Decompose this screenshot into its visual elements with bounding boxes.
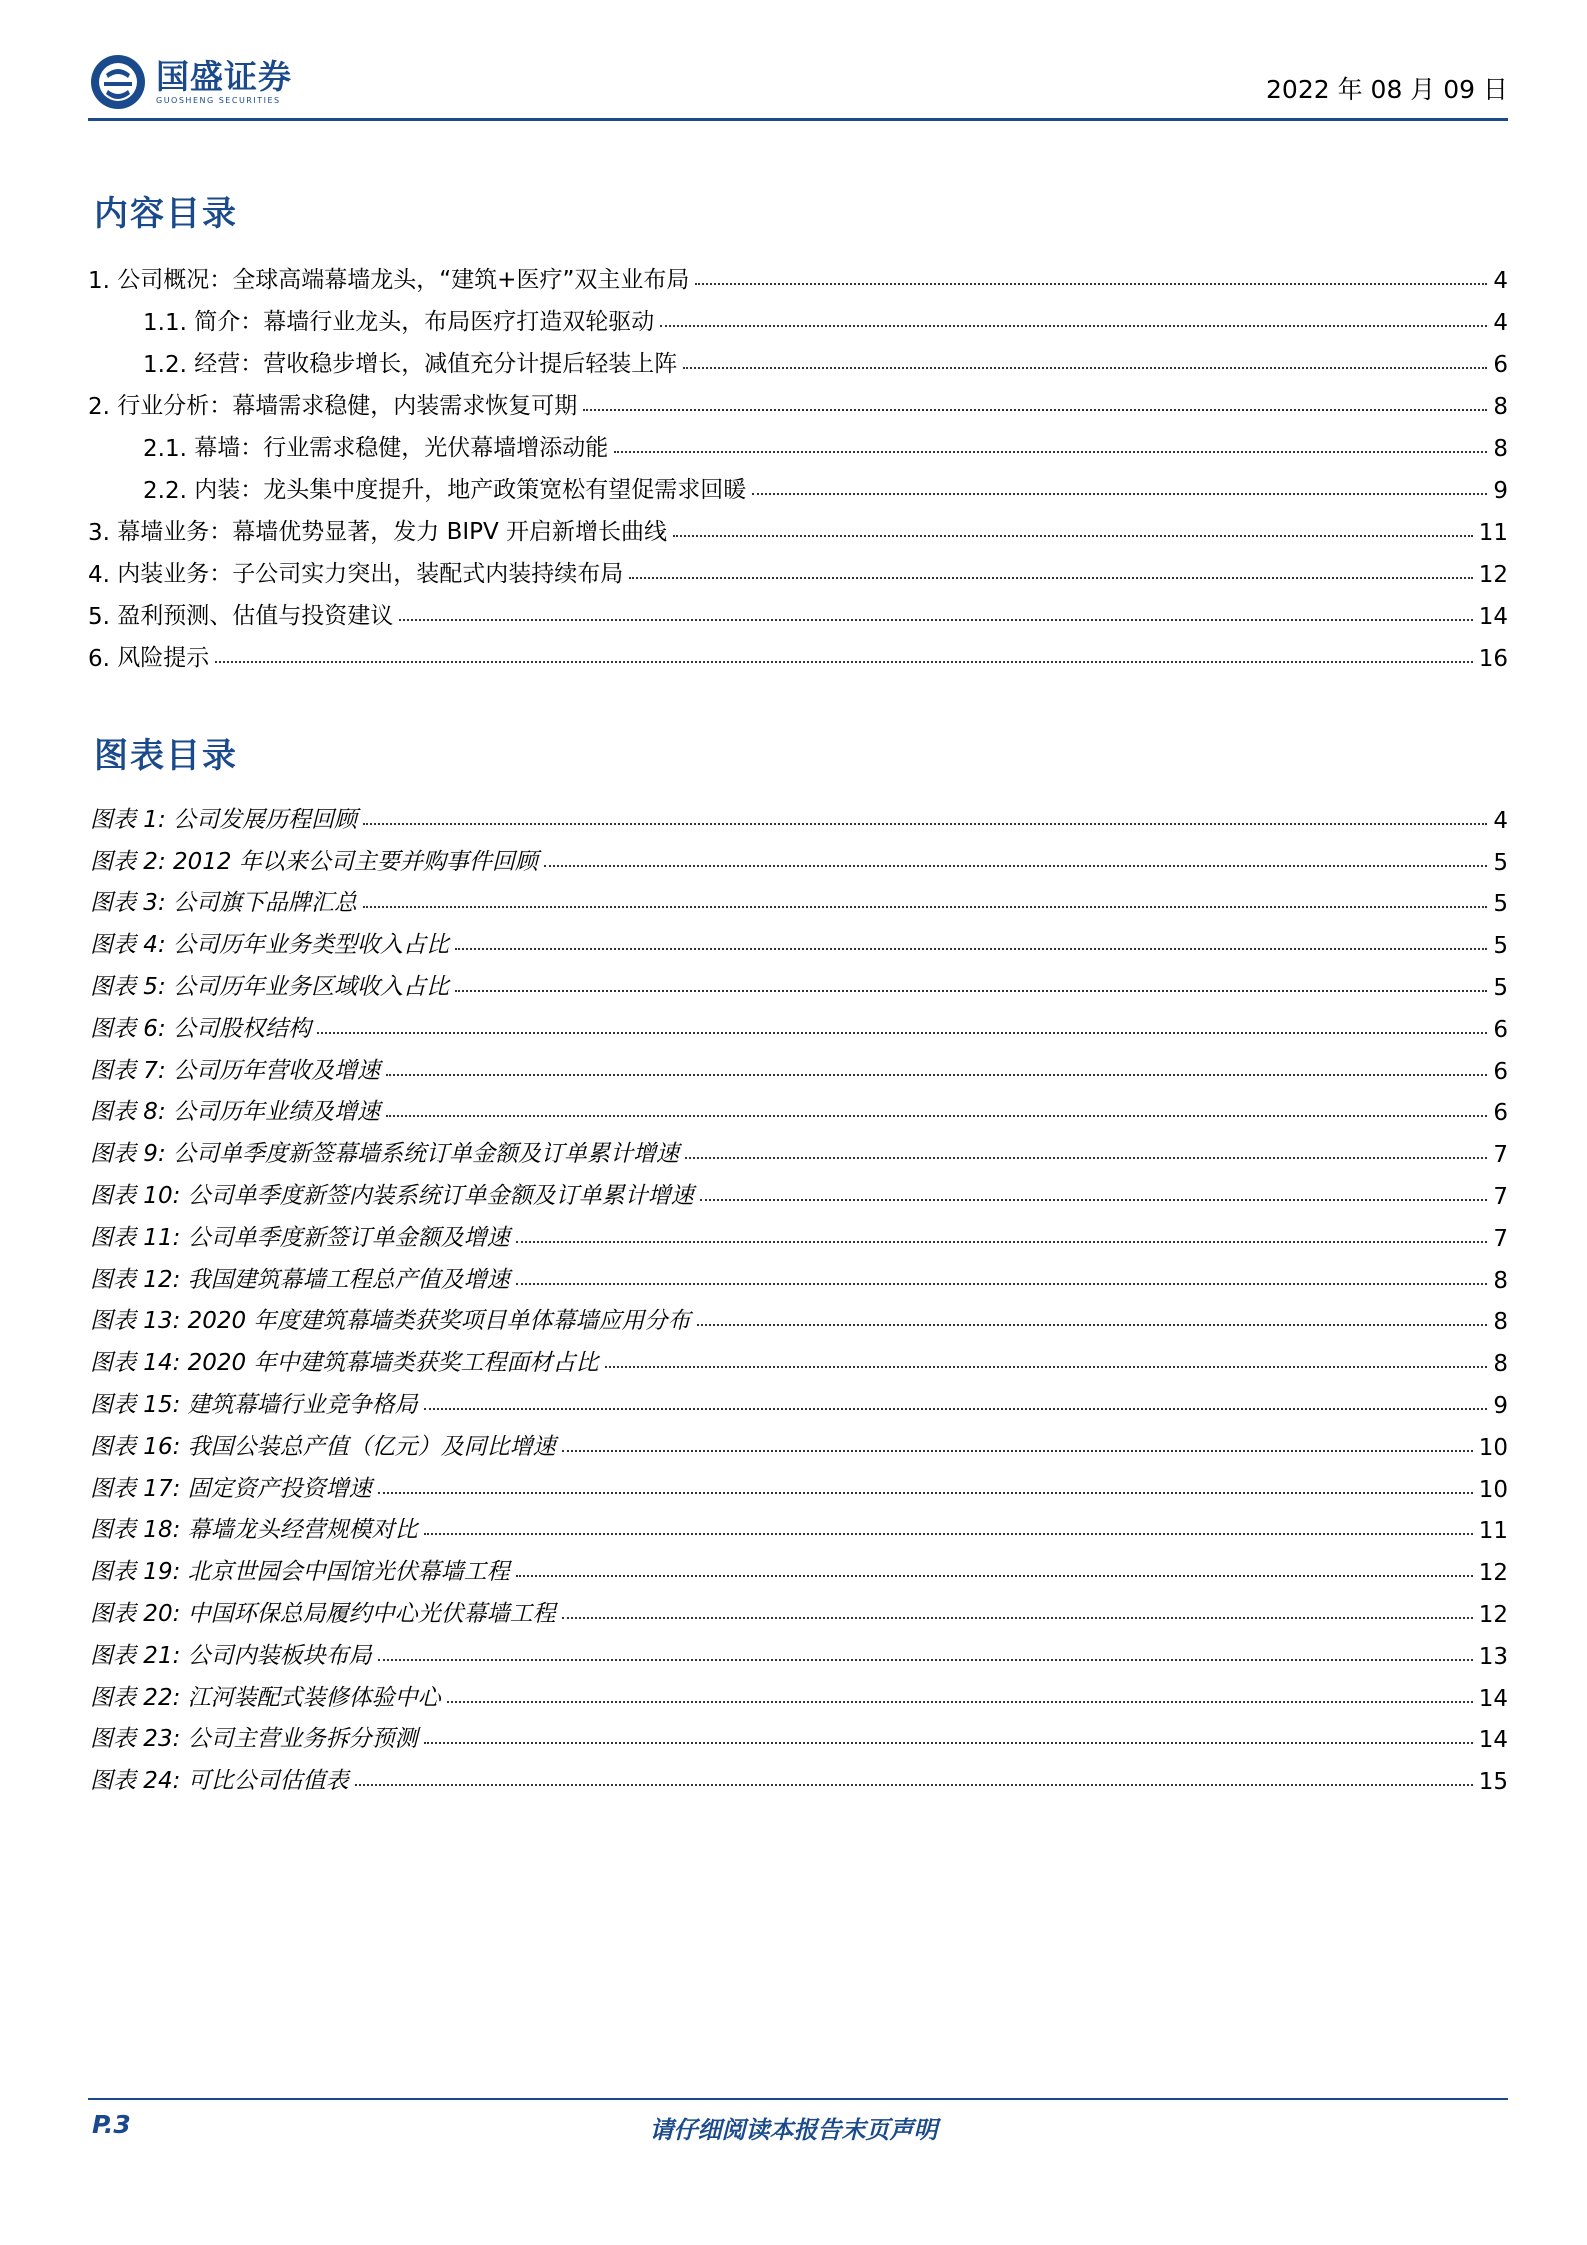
figure-text: 公司股权结构 (173, 1015, 312, 1042)
figure-page: 13 (1478, 1643, 1508, 1670)
figure-text: 公司单季度新签内装系统订单金额及订单累计增速 (187, 1182, 694, 1209)
figure-item[interactable] (90, 1001, 1508, 1043)
figure-text: 公司主营业务拆分预测 (187, 1726, 418, 1753)
toc-item-label: 幕墙：行业需求稳健，光伏幕墙增添动能 (194, 435, 609, 461)
figure-text: 中国环保总局履约中心光伏幕墙工程 (187, 1600, 556, 1627)
dot-leader (317, 1032, 1487, 1034)
figure-item[interactable] (90, 834, 1508, 876)
toc-item-label: 风险提示 (117, 645, 210, 671)
figure-text: 我国建筑幕墙工程总产值及增速 (187, 1266, 510, 1293)
figure-text: 公司单季度新签订单金额及增速 (187, 1224, 510, 1251)
toc-item-label: 幕墙业务：幕墙优势显著，发力 BIPV 开启新增长曲线 (117, 519, 668, 545)
dot-leader (424, 1408, 1488, 1410)
figure-label: 图表 5: (90, 973, 166, 1000)
figure-item[interactable] (90, 1503, 1508, 1545)
dot-leader (544, 865, 1487, 867)
figure-label: 图表 6: (90, 1015, 166, 1042)
dot-leader (215, 661, 1472, 663)
figure-item[interactable] (90, 876, 1508, 918)
figure-label: 图表 4: (90, 932, 166, 959)
figure-text: 公司旗下品牌汇总 (173, 890, 358, 917)
figure-page: 8 (1493, 1267, 1508, 1294)
dot-leader (378, 1492, 1473, 1494)
figure-page: 5 (1493, 891, 1508, 918)
company-logo (88, 52, 292, 112)
figure-label: 图表 21: (90, 1642, 181, 1669)
figure-page: 7 (1493, 1142, 1508, 1169)
toc-item-number: 6. (88, 646, 110, 672)
figure-label: 图表 24: (90, 1768, 181, 1795)
dot-leader (695, 283, 1487, 285)
figure-text: 江河装配式装修体验中心 (187, 1684, 441, 1711)
report-date: 2022 年 08 月 09 日 (1266, 75, 1508, 104)
toc-item-label: 内装：龙头集中度提升，地产政策宽松有望促需求回暖 (194, 477, 747, 503)
toc-title: 内容目录 (94, 194, 238, 234)
toc-item-page: 8 (1493, 394, 1508, 420)
toc-item[interactable] (88, 336, 1508, 378)
figure-page: 15 (1478, 1769, 1508, 1796)
toc-item-page: 16 (1478, 646, 1508, 672)
figure-page: 7 (1493, 1183, 1508, 1210)
footer-disclaimer: 请仔细阅读本报告末页声明 (649, 2116, 938, 2144)
dot-leader (583, 409, 1487, 411)
logo-english-name: GUOSHENG SECURITIES (156, 96, 281, 105)
figure-page: 6 (1493, 1058, 1508, 1085)
toc-item[interactable] (88, 504, 1508, 546)
figure-label: 图表 7: (90, 1057, 166, 1084)
figure-label: 图表 15: (90, 1391, 181, 1418)
footer-divider (88, 2098, 1508, 2100)
toc-item-page: 4 (1493, 268, 1508, 294)
toc-item-label: 行业分析：幕墙需求稳健，内装需求恢复可期 (117, 393, 578, 419)
figure-label: 图表 1: (90, 806, 166, 833)
page-number: P.3 (92, 2110, 131, 2139)
figure-item[interactable] (90, 1043, 1508, 1085)
figure-item[interactable] (90, 1586, 1508, 1628)
figure-label: 图表 17: (90, 1475, 181, 1502)
dot-leader (424, 1742, 1473, 1744)
figure-text: 公司单季度新签幕墙系统订单金额及订单累计增速 (173, 1141, 680, 1168)
figure-item[interactable] (90, 1294, 1508, 1336)
toc-item-label: 内装业务：子公司实力突出，装配式内装持续布局 (117, 561, 624, 587)
figure-label: 图表 9: (90, 1141, 166, 1168)
figure-page: 7 (1493, 1225, 1508, 1252)
toc-item[interactable] (88, 588, 1508, 630)
figure-text: 建筑幕墙行业竞争格局 (187, 1391, 418, 1418)
toc-item-number: 1. (88, 268, 110, 294)
figure-label: 图表 3: (90, 890, 166, 917)
figure-label: 图表 8: (90, 1099, 166, 1126)
toc-item-number: 3. (88, 520, 110, 546)
figure-label: 图表 23: (90, 1726, 181, 1753)
figure-page: 12 (1478, 1601, 1508, 1628)
toc-item-page: 9 (1493, 478, 1508, 504)
figure-item[interactable] (90, 792, 1508, 834)
dot-leader (605, 1366, 1488, 1368)
figure-page: 8 (1493, 1309, 1508, 1336)
toc-item-number: 1.1. (143, 310, 187, 336)
figure-item[interactable] (90, 1085, 1508, 1127)
dot-leader (752, 493, 1487, 495)
figure-text: 2020 年中建筑幕墙类获奖工程面材占比 (187, 1350, 599, 1377)
figure-page: 5 (1493, 933, 1508, 960)
toc-item-label: 盈利预测、估值与投资建议 (117, 603, 394, 629)
figure-page: 12 (1478, 1560, 1508, 1587)
toc-item-page: 14 (1478, 604, 1508, 630)
dot-leader (378, 1659, 1473, 1661)
toc-item-page: 4 (1493, 310, 1508, 336)
toc-item[interactable] (88, 378, 1508, 420)
figure-item[interactable] (90, 1168, 1508, 1210)
figure-text: 可比公司估值表 (187, 1768, 349, 1795)
figure-item[interactable] (90, 1419, 1508, 1461)
figure-item[interactable] (90, 917, 1508, 959)
figure-item[interactable] (90, 959, 1508, 1001)
dot-leader (614, 451, 1487, 453)
figure-text: 我国公装总产值（亿元）及同比增速 (187, 1433, 556, 1460)
figure-page: 5 (1493, 974, 1508, 1001)
dot-leader (683, 367, 1487, 369)
dot-leader (516, 1575, 1473, 1577)
toc-item-number: 1.2. (143, 352, 187, 378)
figure-item[interactable] (90, 1712, 1508, 1754)
dot-leader (424, 1533, 1473, 1535)
figure-page: 4 (1493, 807, 1508, 834)
toc-item-page: 8 (1493, 436, 1508, 462)
toc-item[interactable] (88, 462, 1508, 504)
figure-page: 8 (1493, 1351, 1508, 1378)
figure-text: 公司历年业绩及增速 (173, 1099, 381, 1126)
figure-item[interactable] (90, 1210, 1508, 1252)
dot-leader (700, 1199, 1488, 1201)
toc-item-number: 5. (88, 604, 110, 630)
dot-leader (562, 1617, 1473, 1619)
list-of-figures (90, 792, 1508, 1795)
toc-item[interactable] (88, 294, 1508, 336)
figure-item[interactable] (90, 1461, 1508, 1503)
figure-label: 图表 14: (90, 1350, 181, 1377)
toc-item[interactable] (88, 546, 1508, 588)
figure-text: 2020 年度建筑幕墙类获奖项目单体幕墙应用分布 (187, 1308, 691, 1335)
logo-chinese-name: 国盛证券 (156, 57, 292, 96)
dot-leader (455, 990, 1487, 992)
dot-leader (629, 577, 1472, 579)
toc-item-number: 2. (88, 394, 110, 420)
header-divider (88, 118, 1508, 121)
figure-page: 14 (1478, 1685, 1508, 1712)
figure-label: 图表 11: (90, 1224, 181, 1251)
figure-text: 公司发展历程回顾 (173, 806, 358, 833)
figure-label: 图表 19: (90, 1559, 181, 1586)
table-of-contents (88, 252, 1508, 672)
figure-item[interactable] (90, 1252, 1508, 1294)
figure-text: 幕墙龙头经营规模对比 (187, 1517, 418, 1544)
dot-leader (516, 1241, 1488, 1243)
figure-item[interactable] (90, 1544, 1508, 1586)
toc-item-page: 11 (1478, 520, 1508, 546)
toc-item-label: 公司概况：全球高端幕墙龙头，“建筑+医疗”双主业布局 (117, 267, 690, 293)
figures-title: 图表目录 (94, 736, 238, 776)
figure-label: 图表 16: (90, 1433, 181, 1460)
figure-text: 公司历年营收及增速 (173, 1057, 381, 1084)
figure-page: 6 (1493, 1100, 1508, 1127)
figure-item[interactable] (90, 1126, 1508, 1168)
figure-text: 北京世园会中国馆光伏幕墙工程 (187, 1559, 510, 1586)
toc-item-page: 6 (1493, 352, 1508, 378)
dot-leader (363, 823, 1487, 825)
dot-leader (386, 1115, 1487, 1117)
dot-leader (447, 1701, 1473, 1703)
dot-leader (399, 619, 1472, 621)
figure-page: 10 (1478, 1476, 1508, 1503)
dot-leader (685, 1157, 1487, 1159)
dot-leader (562, 1450, 1473, 1452)
guosheng-logo-icon (88, 52, 148, 112)
figure-text: 公司历年业务类型收入占比 (173, 932, 450, 959)
figure-page: 5 (1493, 849, 1508, 876)
figure-page: 9 (1493, 1392, 1508, 1419)
figure-label: 图表 22: (90, 1684, 181, 1711)
figure-page: 14 (1478, 1727, 1508, 1754)
figure-label: 图表 12: (90, 1266, 181, 1293)
figure-page: 11 (1478, 1518, 1508, 1545)
figure-page: 6 (1493, 1016, 1508, 1043)
dot-leader (363, 906, 1487, 908)
figure-text: 公司内装板块布局 (187, 1642, 372, 1669)
dot-leader (673, 535, 1473, 537)
dot-leader (697, 1324, 1488, 1326)
figure-label: 图表 18: (90, 1517, 181, 1544)
toc-item-number: 2.1. (143, 436, 187, 462)
dot-leader (660, 325, 1487, 327)
dot-leader (455, 948, 1487, 950)
toc-item-page: 12 (1478, 562, 1508, 588)
figure-text: 公司历年业务区域收入占比 (173, 973, 450, 1000)
toc-item[interactable] (88, 420, 1508, 462)
toc-item-label: 简介：幕墙行业龙头，布局医疗打造双轮驱动 (194, 309, 655, 335)
figure-text: 2012 年以来公司主要并购事件回顾 (173, 848, 538, 875)
figure-item[interactable] (90, 1377, 1508, 1419)
toc-item[interactable] (88, 630, 1508, 672)
figure-label: 图表 10: (90, 1182, 181, 1209)
figure-label: 图表 13: (90, 1308, 181, 1335)
figure-item[interactable] (90, 1628, 1508, 1670)
toc-item-label: 经营：营收稳步增长，减值充分计提后轻装上阵 (194, 351, 678, 377)
toc-item-number: 4. (88, 562, 110, 588)
dot-leader (386, 1074, 1487, 1076)
figure-label: 图表 20: (90, 1600, 181, 1627)
toc-item-number: 2.2. (143, 478, 187, 504)
dot-leader (516, 1283, 1488, 1285)
figure-text: 固定资产投资增速 (187, 1475, 372, 1502)
dot-leader (355, 1784, 1473, 1786)
figure-item[interactable] (90, 1335, 1508, 1377)
figure-item[interactable] (90, 1753, 1508, 1795)
toc-item[interactable] (88, 252, 1508, 294)
figure-label: 图表 2: (90, 848, 166, 875)
figure-page: 10 (1478, 1434, 1508, 1461)
figure-item[interactable] (90, 1670, 1508, 1712)
page-header (88, 48, 1508, 120)
